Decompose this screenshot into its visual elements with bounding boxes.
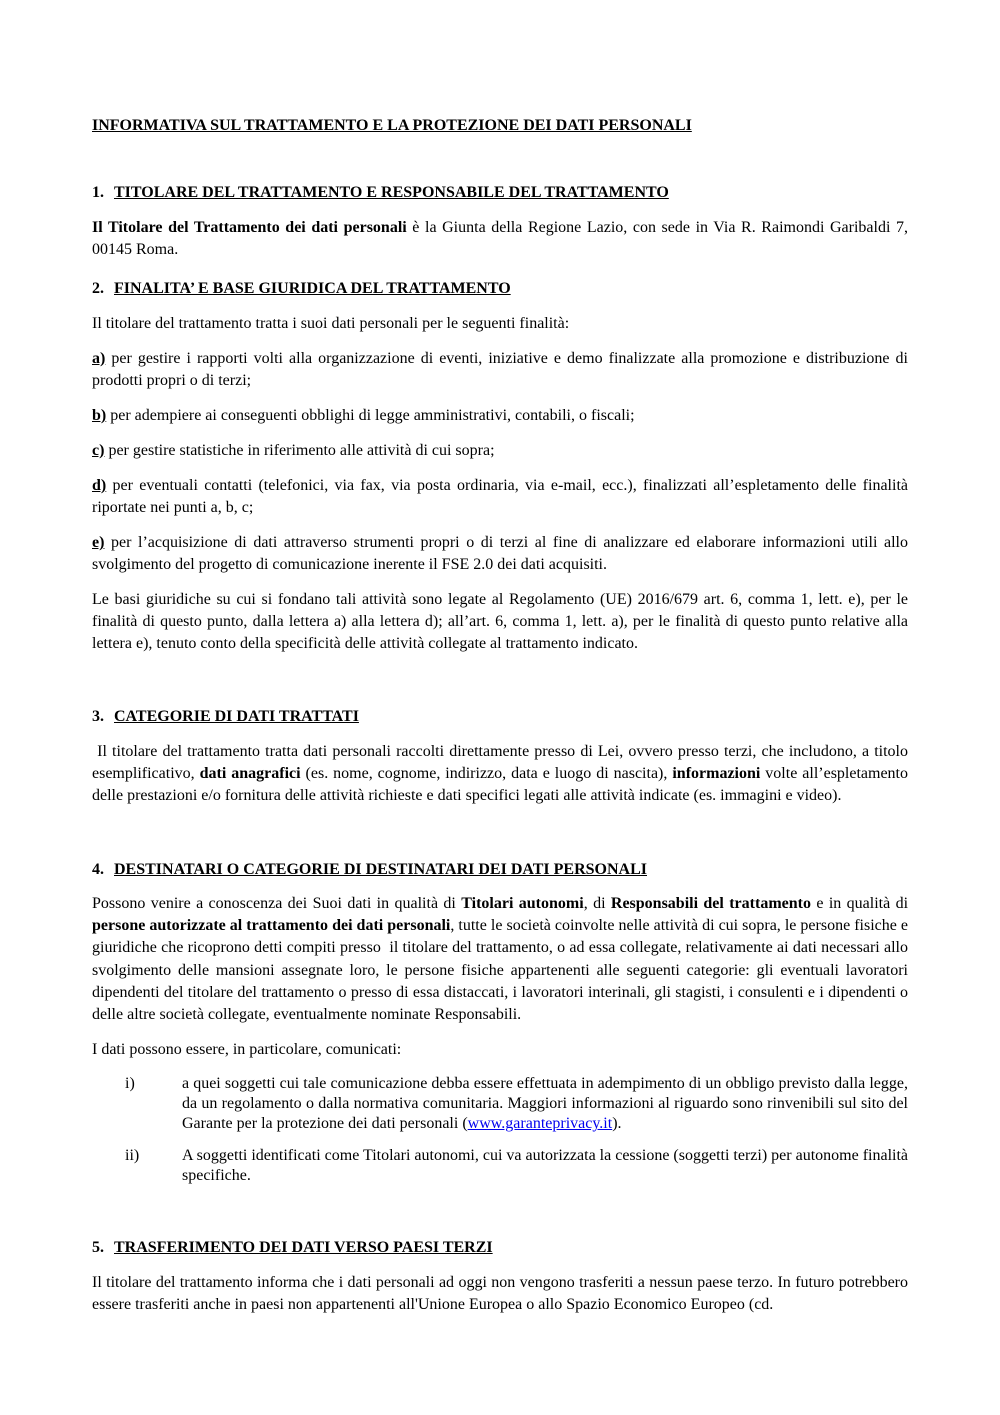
list-marker: ii) bbox=[125, 1146, 140, 1164]
roman-list-item bbox=[92, 1146, 908, 1187]
paragraph bbox=[92, 1039, 908, 1061]
section-heading-5 bbox=[92, 1238, 908, 1259]
roman-list-item bbox=[92, 1074, 908, 1135]
list-item-text bbox=[182, 1075, 908, 1133]
text-run: informazioni bbox=[672, 765, 761, 783]
text-run: a quei soggetti cui tale comunicazione debba essere effettuata in adempimento di un obbligo previsto dalla legge, da un regolamento o dalla normativa comunitaria. Maggiori informazioni al riguardo sono rinvenibili sul sito del Garante per la protezione dei dati personali ( bbox=[182, 1074, 908, 1133]
paragraph bbox=[92, 440, 908, 462]
text-run: Responsabili del trattamento bbox=[610, 895, 811, 913]
section-number: 3. bbox=[92, 708, 104, 726]
paragraph bbox=[92, 893, 908, 1025]
paragraph bbox=[92, 405, 908, 427]
section-number: 2. bbox=[92, 279, 104, 297]
paragraph bbox=[92, 1272, 908, 1316]
paragraph bbox=[92, 217, 908, 261]
section-heading-3 bbox=[92, 707, 908, 728]
paragraph bbox=[92, 475, 908, 519]
section-heading-text: DESTINATARI O CATEGORIE DI DESTINATARI DEI DATI PERSONALI bbox=[114, 860, 647, 878]
list-marker: i) bbox=[125, 1074, 135, 1092]
text-run: ). bbox=[612, 1115, 622, 1133]
text-run: a) bbox=[92, 349, 106, 367]
text-run: Le basi giuridiche su cui si fondano tali attività sono legate al Regolamento (UE) 2016/679 art. 6, comma 1, lett. e), per le finalità di questo punto, dalla lettera a) alla lettera d); all’art. 6, comma 1, lett. a), per le finalità di questo punto relative alla lettera e), tenuto conto della specificità delle attività collegate al trattamento indicato. bbox=[92, 591, 908, 653]
section-heading-text: TRASFERIMENTO DEI DATI VERSO PAESI TERZI bbox=[114, 1239, 493, 1257]
text-run: dati anagrafici bbox=[199, 765, 301, 783]
text-run: Il titolare del trattamento tratta i suoi dati personali per le seguenti finalità: bbox=[92, 314, 570, 332]
garanteprivacy-link[interactable]: www.garanteprivacy.it bbox=[467, 1115, 613, 1133]
list-item-text bbox=[182, 1147, 908, 1184]
document-title: INFORMATIVA SUL TRATTAMENTO E LA PROTEZIONE DEI DATI PERSONALI bbox=[92, 117, 692, 134]
section-number: 1. bbox=[92, 183, 104, 201]
section-heading-2 bbox=[92, 279, 908, 300]
text-run: volte all’espletamento delle prestazioni e/o fornitura delle attività richieste e dati specifici legati alle attività indicate (es. immagini e video). bbox=[92, 765, 909, 805]
text-run: Possono venire a conoscenza dei Suoi dati in qualità di bbox=[92, 895, 462, 913]
section-heading-text: TITOLARE DEL TRATTAMENTO E RESPONSABILE DEL TRATTAMENTO bbox=[114, 183, 669, 201]
text-run: per adempiere ai conseguenti obblighi di legge amministrativi, contabili, o fiscali; bbox=[106, 406, 635, 424]
section-heading-1 bbox=[92, 183, 908, 204]
text-run: persone autorizzate al trattamento dei dati personali bbox=[92, 917, 451, 935]
text-run: Il titolare del trattamento tratta dati personali raccolti direttamente presso di Lei, ovvero presso terzi, che includono, a titolo esemplificativo, bbox=[92, 743, 908, 783]
section-heading-text: FINALITA’ E BASE GIURIDICA DEL TRATTAMENTO bbox=[114, 279, 511, 297]
text-run: per gestire i rapporti volti alla organizzazione di eventi, iniziative e demo finalizzate alla promozione e distribuzione di prodotti propri o di terzi; bbox=[92, 349, 908, 389]
text-run: (es. nome, cognome, indirizzo, data e luogo di nascita), bbox=[300, 765, 673, 783]
text-run: A soggetti identificati come Titolari autonomi, cui va autorizzata la cessione (soggetti terzi) per autonome finalità specifiche. bbox=[182, 1146, 909, 1185]
text-run: Il titolare del trattamento informa che i dati personali ad oggi non vengono trasferiti a nessun paese terzo. In futuro potrebbero essere trasferiti anche in paesi non appartenenti all'Unione Europea o allo Spazio Economico Europeo (cd. bbox=[92, 1274, 908, 1314]
paragraph bbox=[92, 741, 908, 807]
text-run: per gestire statistiche in riferimento alle attività di cui sopra; bbox=[104, 441, 495, 459]
text-run: Titolari autonomi bbox=[461, 895, 584, 913]
paragraph bbox=[92, 348, 908, 392]
section-number: 5. bbox=[92, 1239, 104, 1257]
text-run: per l’acquisizione di dati attraverso strumenti propri o di terzi al fine di analizzare ed elaborare informazioni utili allo svolgimento del progetto di comunicazione inerente il FSE 2.0 dei dati acquisiti. bbox=[92, 534, 908, 574]
text-run: e) bbox=[92, 534, 105, 552]
paragraph bbox=[92, 313, 908, 335]
text-run: d) bbox=[92, 476, 107, 494]
text-run: per eventuali contatti (telefonici, via fax, via posta ordinaria, via e-mail, ecc.), finalizzati all’espletamento delle finalità riportate nei punti a, b, c; bbox=[92, 476, 908, 517]
section-heading-4 bbox=[92, 860, 908, 881]
section-number: 4. bbox=[92, 860, 104, 878]
text-run: c) bbox=[92, 441, 105, 459]
text-run: Il Titolare del Trattamento dei dati personali bbox=[92, 218, 407, 236]
paragraph bbox=[92, 589, 908, 655]
paragraph bbox=[92, 532, 908, 576]
section-heading-text: CATEGORIE DI DATI TRATTATI bbox=[114, 708, 359, 726]
text-run: , tutte le società coinvolte nelle attività di cui sopra, le persone fisiche e giuridiche che ricoprono detti compiti presso il titolare del trattamento, o ad essa collegate, relativamente ai dati necessari allo svolgimento delle mansioni assegnate loro, le persone fisiche appartenenti alle seguenti categorie: gli eventuali lavoratori dipendenti del titolare del trattamento o presso di essa distaccati, i lavoratori interinali, gli stagisti, i consulenti e i dipendenti o delle altre società collegate, eventualmente nominate Responsabili. bbox=[92, 917, 909, 1023]
text-run: e in qualità di bbox=[810, 895, 909, 913]
document-content bbox=[92, 116, 908, 1316]
text-run: è la Giunta della Regione Lazio, con sede in Via R. Raimondi Garibaldi 7, 00145 Roma. bbox=[92, 218, 909, 258]
text-run: I dati possono essere, in particolare, comunicati: bbox=[92, 1040, 402, 1058]
text-run: , di bbox=[583, 895, 611, 913]
text-run: b) bbox=[92, 406, 107, 424]
